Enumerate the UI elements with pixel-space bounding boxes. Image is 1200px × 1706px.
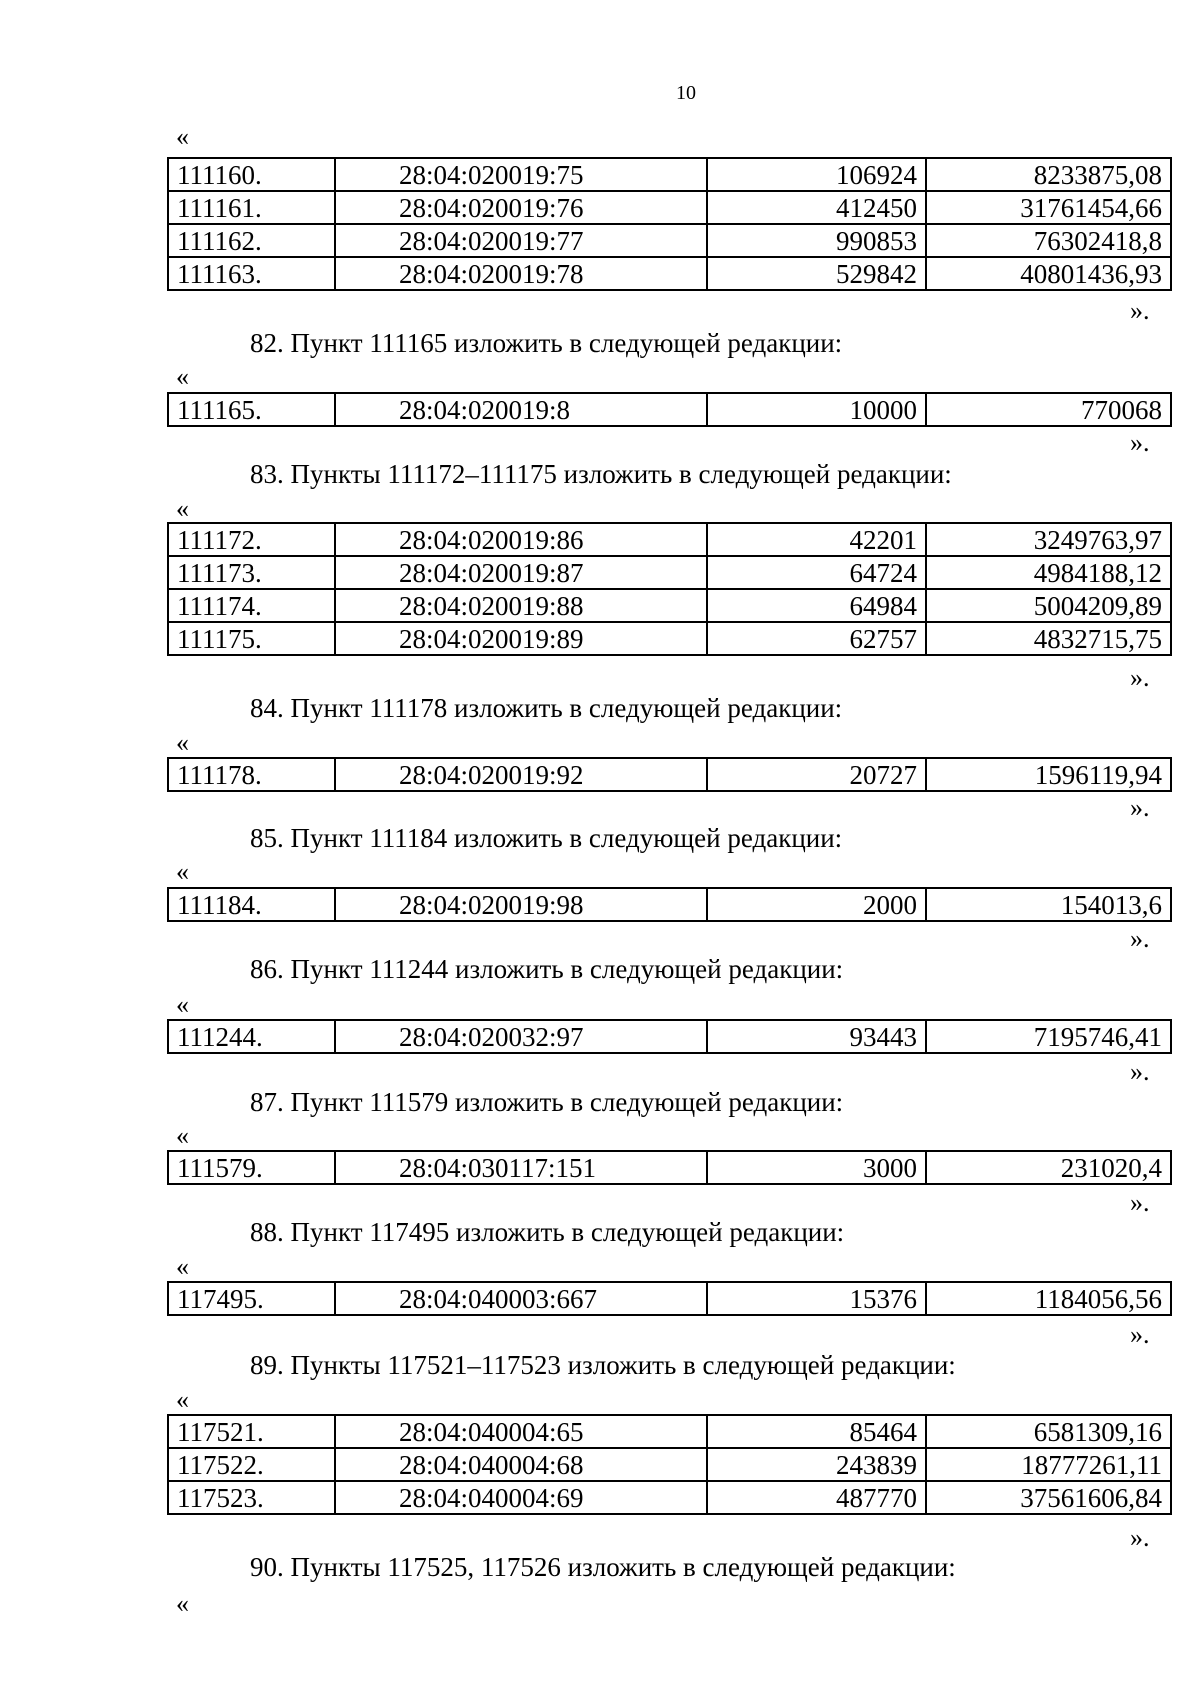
area-cell: 106924: [707, 158, 926, 191]
cadastral-number-cell: 28:04:020019:78: [335, 257, 707, 290]
cadastral-number-cell: 28:04:020032:97: [335, 1020, 707, 1053]
area-cell: 85464: [707, 1415, 926, 1448]
section-heading: 84. Пункт 111178 изложить в следующей редакции:: [250, 693, 843, 723]
area-cell: 42201: [707, 523, 926, 556]
value-cell: 37561606,84: [926, 1481, 1171, 1514]
item-number-cell: 111174.: [168, 589, 335, 622]
value-cell: 4984188,12: [926, 556, 1171, 589]
cadastral-number-cell: 28:04:020019:86: [335, 523, 707, 556]
section-heading: 82. Пункт 111165 изложить в следующей редакции:: [250, 328, 843, 358]
area-cell: 3000: [707, 1151, 926, 1184]
value-cell: 154013,6: [926, 888, 1171, 921]
entries-table: [167, 1414, 1172, 1515]
section-heading: 88. Пункт 117495 изложить в следующей редакции:: [250, 1217, 845, 1247]
value-cell: 6581309,16: [926, 1415, 1171, 1448]
section-heading: 87. Пункт 111579 изложить в следующей редакции:: [250, 1087, 844, 1117]
table-row: [168, 1151, 1171, 1184]
opening-quote: «: [176, 1121, 189, 1150]
section-heading: 85. Пункт 111184 изложить в следующей редакции:: [250, 823, 843, 853]
cadastral-number-cell: 28:04:040004:69: [335, 1481, 707, 1514]
value-cell: 770068: [926, 393, 1171, 426]
table-row: [168, 191, 1171, 224]
entries-table: [167, 157, 1172, 291]
table-row: [168, 257, 1171, 290]
opening-quote: «: [176, 1252, 189, 1281]
area-cell: 93443: [707, 1020, 926, 1053]
item-number-cell: 111163.: [168, 257, 335, 290]
cadastral-number-cell: 28:04:020019:8: [335, 393, 707, 426]
closing-quote: ».: [1130, 428, 1150, 457]
item-number-cell: 111172.: [168, 523, 335, 556]
area-cell: 2000: [707, 888, 926, 921]
closing-quote: ».: [1130, 296, 1150, 325]
entries-table: [167, 392, 1172, 427]
closing-quote: ».: [1130, 663, 1150, 692]
table-row: [168, 622, 1171, 655]
closing-quote: ».: [1130, 1523, 1150, 1552]
entries-table: [167, 1281, 1172, 1316]
cadastral-number-cell: 28:04:040004:65: [335, 1415, 707, 1448]
entries-table: [167, 757, 1172, 792]
cadastral-number-cell: 28:04:020019:89: [335, 622, 707, 655]
table-row: [168, 1415, 1171, 1448]
table-row: [168, 1282, 1171, 1315]
section-heading: 90. Пункты 117525, 117526 изложить в следующей редакции:: [250, 1552, 956, 1582]
table-row: [168, 1448, 1171, 1481]
cadastral-number-cell: 28:04:020019:77: [335, 224, 707, 257]
cadastral-number-cell: 28:04:030117:151: [335, 1151, 707, 1184]
cadastral-number-cell: 28:04:020019:87: [335, 556, 707, 589]
item-number-cell: 117495.: [168, 1282, 335, 1315]
section-heading: 83. Пункты 111172–111175 изложить в следующей редакции:: [250, 459, 952, 489]
opening-quote: «: [176, 1589, 189, 1618]
item-number-cell: 111175.: [168, 622, 335, 655]
area-cell: 64984: [707, 589, 926, 622]
item-number-cell: 111579.: [168, 1151, 335, 1184]
closing-quote: ».: [1130, 1057, 1150, 1086]
cadastral-number-cell: 28:04:040003:667: [335, 1282, 707, 1315]
entries-table: [167, 1019, 1172, 1054]
cadastral-number-cell: 28:04:020019:76: [335, 191, 707, 224]
value-cell: 5004209,89: [926, 589, 1171, 622]
value-cell: 3249763,97: [926, 523, 1171, 556]
opening-quote: «: [176, 494, 189, 523]
value-cell: 76302418,8: [926, 224, 1171, 257]
area-cell: 487770: [707, 1481, 926, 1514]
cadastral-number-cell: 28:04:020019:88: [335, 589, 707, 622]
value-cell: 1596119,94: [926, 758, 1171, 791]
area-cell: 529842: [707, 257, 926, 290]
entries-table: [167, 522, 1172, 656]
value-cell: 231020,4: [926, 1151, 1171, 1184]
section-heading: 89. Пункты 117521–117523 изложить в следующей редакции:: [250, 1350, 956, 1380]
table-row: [168, 393, 1171, 426]
table-row: [168, 224, 1171, 257]
table-row: [168, 523, 1171, 556]
table-row: [168, 1020, 1171, 1053]
cadastral-number-cell: 28:04:020019:98: [335, 888, 707, 921]
area-cell: 10000: [707, 393, 926, 426]
item-number-cell: 117522.: [168, 1448, 335, 1481]
value-cell: 8233875,08: [926, 158, 1171, 191]
table-row: [168, 888, 1171, 921]
section-heading: 86. Пункт 111244 изложить в следующей редакции:: [250, 954, 844, 984]
opening-quote: «: [176, 1385, 189, 1414]
item-number-cell: 111160.: [168, 158, 335, 191]
table-row: [168, 556, 1171, 589]
item-number-cell: 111173.: [168, 556, 335, 589]
entries-table: [167, 887, 1172, 922]
closing-quote: ».: [1130, 793, 1150, 822]
item-number-cell: 111184.: [168, 888, 335, 921]
opening-quote: «: [176, 362, 189, 391]
item-number-cell: 111162.: [168, 224, 335, 257]
item-number-cell: 117523.: [168, 1481, 335, 1514]
value-cell: 1184056,56: [926, 1282, 1171, 1315]
area-cell: 243839: [707, 1448, 926, 1481]
value-cell: 40801436,93: [926, 257, 1171, 290]
closing-quote: ».: [1130, 924, 1150, 953]
cadastral-number-cell: 28:04:020019:92: [335, 758, 707, 791]
opening-quote: «: [176, 728, 189, 757]
closing-quote: ».: [1130, 1188, 1150, 1217]
table-row: [168, 158, 1171, 191]
opening-quote: «: [176, 857, 189, 886]
area-cell: 62757: [707, 622, 926, 655]
value-cell: 7195746,41: [926, 1020, 1171, 1053]
entries-table: [167, 1150, 1172, 1185]
page-number: 10: [676, 82, 696, 104]
cadastral-number-cell: 28:04:020019:75: [335, 158, 707, 191]
value-cell: 4832715,75: [926, 622, 1171, 655]
cadastral-number-cell: 28:04:040004:68: [335, 1448, 707, 1481]
opening-quote: «: [176, 990, 189, 1019]
value-cell: 31761454,66: [926, 191, 1171, 224]
value-cell: 18777261,11: [926, 1448, 1171, 1481]
area-cell: 64724: [707, 556, 926, 589]
item-number-cell: 111178.: [168, 758, 335, 791]
area-cell: 412450: [707, 191, 926, 224]
area-cell: 15376: [707, 1282, 926, 1315]
table-row: [168, 589, 1171, 622]
item-number-cell: 111244.: [168, 1020, 335, 1053]
table-row: [168, 758, 1171, 791]
area-cell: 990853: [707, 224, 926, 257]
opening-quote: «: [176, 122, 189, 151]
item-number-cell: 117521.: [168, 1415, 335, 1448]
area-cell: 20727: [707, 758, 926, 791]
table-row: [168, 1481, 1171, 1514]
closing-quote: ».: [1130, 1320, 1150, 1349]
item-number-cell: 111165.: [168, 393, 335, 426]
item-number-cell: 111161.: [168, 191, 335, 224]
